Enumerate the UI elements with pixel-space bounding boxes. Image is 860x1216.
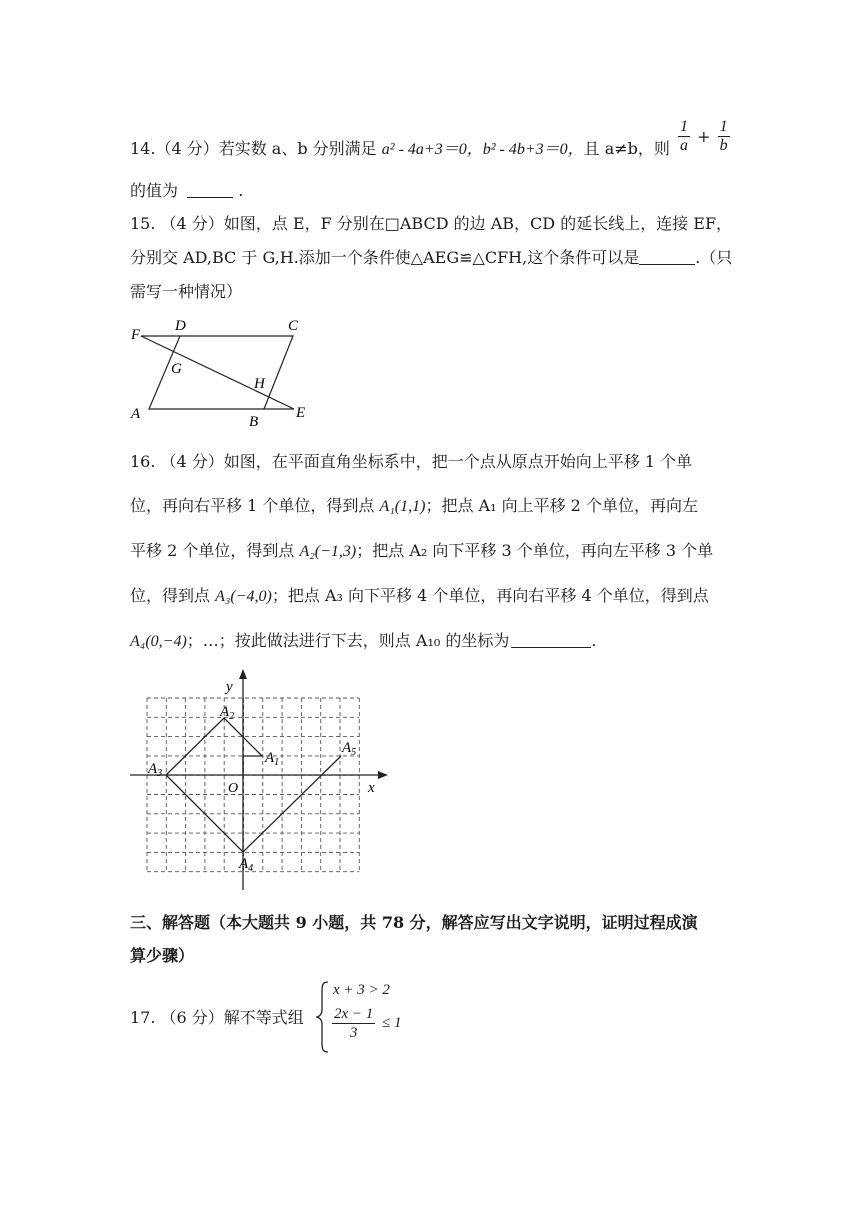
label-origin: O — [228, 781, 239, 796]
q16-line3 — [130, 540, 713, 563]
label-a3: $A_3$ — [148, 761, 163, 779]
label-e: E — [296, 405, 306, 421]
label-a4: $A_4$ — [239, 856, 254, 874]
label-a1: $A_1$ — [265, 750, 280, 768]
label-y: y — [226, 679, 233, 695]
q16-line3-text: 平移 2 个单位，得到点 — [130, 541, 300, 560]
q16-line3-rest: ；把点 A₂ 向下平移 3 个单位，再向左平移 3 个单 — [356, 541, 714, 560]
q14-line2: 的值为 . — [130, 181, 244, 200]
q15-answer-blank[interactable] — [639, 250, 695, 265]
q14-line1 — [130, 138, 670, 161]
label-a5: $A_5$ — [342, 740, 357, 758]
q16-line4-text: 位，得到点 — [130, 586, 216, 605]
q17-frac-numerator: 2x − 1 — [334, 1006, 374, 1022]
q17-inequality-2 — [330, 1005, 402, 1042]
q15-line1: 15. （4 分）如图，点 E，F 分别在□ABCD 的边 AB，CD 的延长线上，连接 EF， — [130, 214, 733, 233]
q16-coordinate-figure — [120, 665, 400, 895]
q15-line3: 需写一种情况） — [130, 282, 243, 301]
q14-eq1: a² - 4a+3＝0， — [381, 141, 483, 158]
q15-condition-text: 分别交 AD,BC 于 G,H.添加一个条件使△AEG≌△CFH,这个条件可以是 — [130, 248, 640, 267]
q17-prefix: 17. （6 分）解不等式组 — [130, 1008, 304, 1027]
q17-relation: ≤ 1 — [382, 1015, 402, 1031]
q15-parallelogram-figure — [125, 315, 345, 430]
dashed-grid — [147, 698, 359, 872]
q17-brace-icon — [316, 980, 330, 1054]
q14-fraction-2 — [718, 118, 730, 155]
q17-inequality-1: x + 3 > 2 — [333, 982, 390, 998]
q14-frac2-numerator: 1 — [719, 118, 728, 135]
q16-line4 — [130, 585, 709, 608]
q16-line2 — [130, 495, 698, 518]
q14-value-text: 的值为 — [130, 181, 179, 200]
q14-frac1-numerator: 1 — [680, 118, 688, 135]
q14-frac2-denominator: b — [719, 137, 728, 154]
section-3-heading: 三、解答题（本大题共 9 小题，共 78 分，解答应写出文字说明，证明过程成演 — [130, 913, 698, 932]
q14-mid: 且 a≠b，则 — [583, 139, 670, 158]
label-g: G — [171, 361, 182, 377]
q16-line5 — [130, 630, 596, 653]
q14-plus: + — [697, 127, 711, 146]
q15-line2 — [130, 247, 732, 269]
q14-prefix: 14.（4 分）若实数 a、b 分别满足 — [130, 139, 382, 158]
q14-fraction-1 — [678, 118, 690, 155]
translation-path — [166, 718, 341, 852]
y-axis-arrow-icon — [239, 669, 247, 679]
q14-expression — [676, 118, 732, 155]
label-a2: $A_2$ — [220, 704, 235, 722]
label-a: A — [131, 406, 141, 422]
q16-point-a4: A₄(0,−4) — [130, 633, 187, 650]
q16-line1: 16. （4 分）如图，在平面直角坐标系中，把一个点从原点开始向上平移 1 个单 — [130, 452, 693, 471]
label-h: H — [254, 376, 265, 392]
label-b: B — [249, 414, 259, 430]
q16-point-a2: A₂(−1,3) — [299, 543, 357, 560]
q15-note-start: .（只 — [695, 248, 733, 267]
label-d: D — [175, 318, 186, 334]
q16-point-a1: A₁(1,1) — [379, 498, 426, 515]
q14-eq2: b² - 4b+3＝0， — [482, 141, 584, 158]
q16-line5-end: . — [591, 631, 597, 650]
q14-answer-blank[interactable] — [187, 183, 233, 198]
q16-answer-blank[interactable] — [511, 633, 591, 648]
q16-line2-rest: ；把点 A₁ 向上平移 2 个单位，再向左 — [425, 496, 698, 515]
q16-point-a3: A₃(−4,0) — [215, 588, 272, 605]
label-x: x — [368, 780, 375, 796]
q17-fraction — [332, 1005, 375, 1042]
label-f: F — [131, 327, 141, 343]
q16-line4-rest: ；把点 A₃ 向下平移 4 个单位，再向右平移 4 个单位，得到点 — [271, 586, 709, 605]
x-axis-arrow-icon — [378, 771, 388, 779]
section-3-heading-cont: 算少骤） — [130, 946, 195, 965]
label-c: C — [288, 318, 299, 334]
q17-frac-denominator: 3 — [349, 1025, 358, 1041]
q14-frac1-denominator: a — [680, 137, 688, 154]
q16-line5-text: ；…；按此做法进行下去，则点 A₁₀ 的坐标为 — [186, 631, 510, 650]
q16-line2-text: 位，再向右平移 1 个单位，得到点 — [130, 496, 380, 515]
